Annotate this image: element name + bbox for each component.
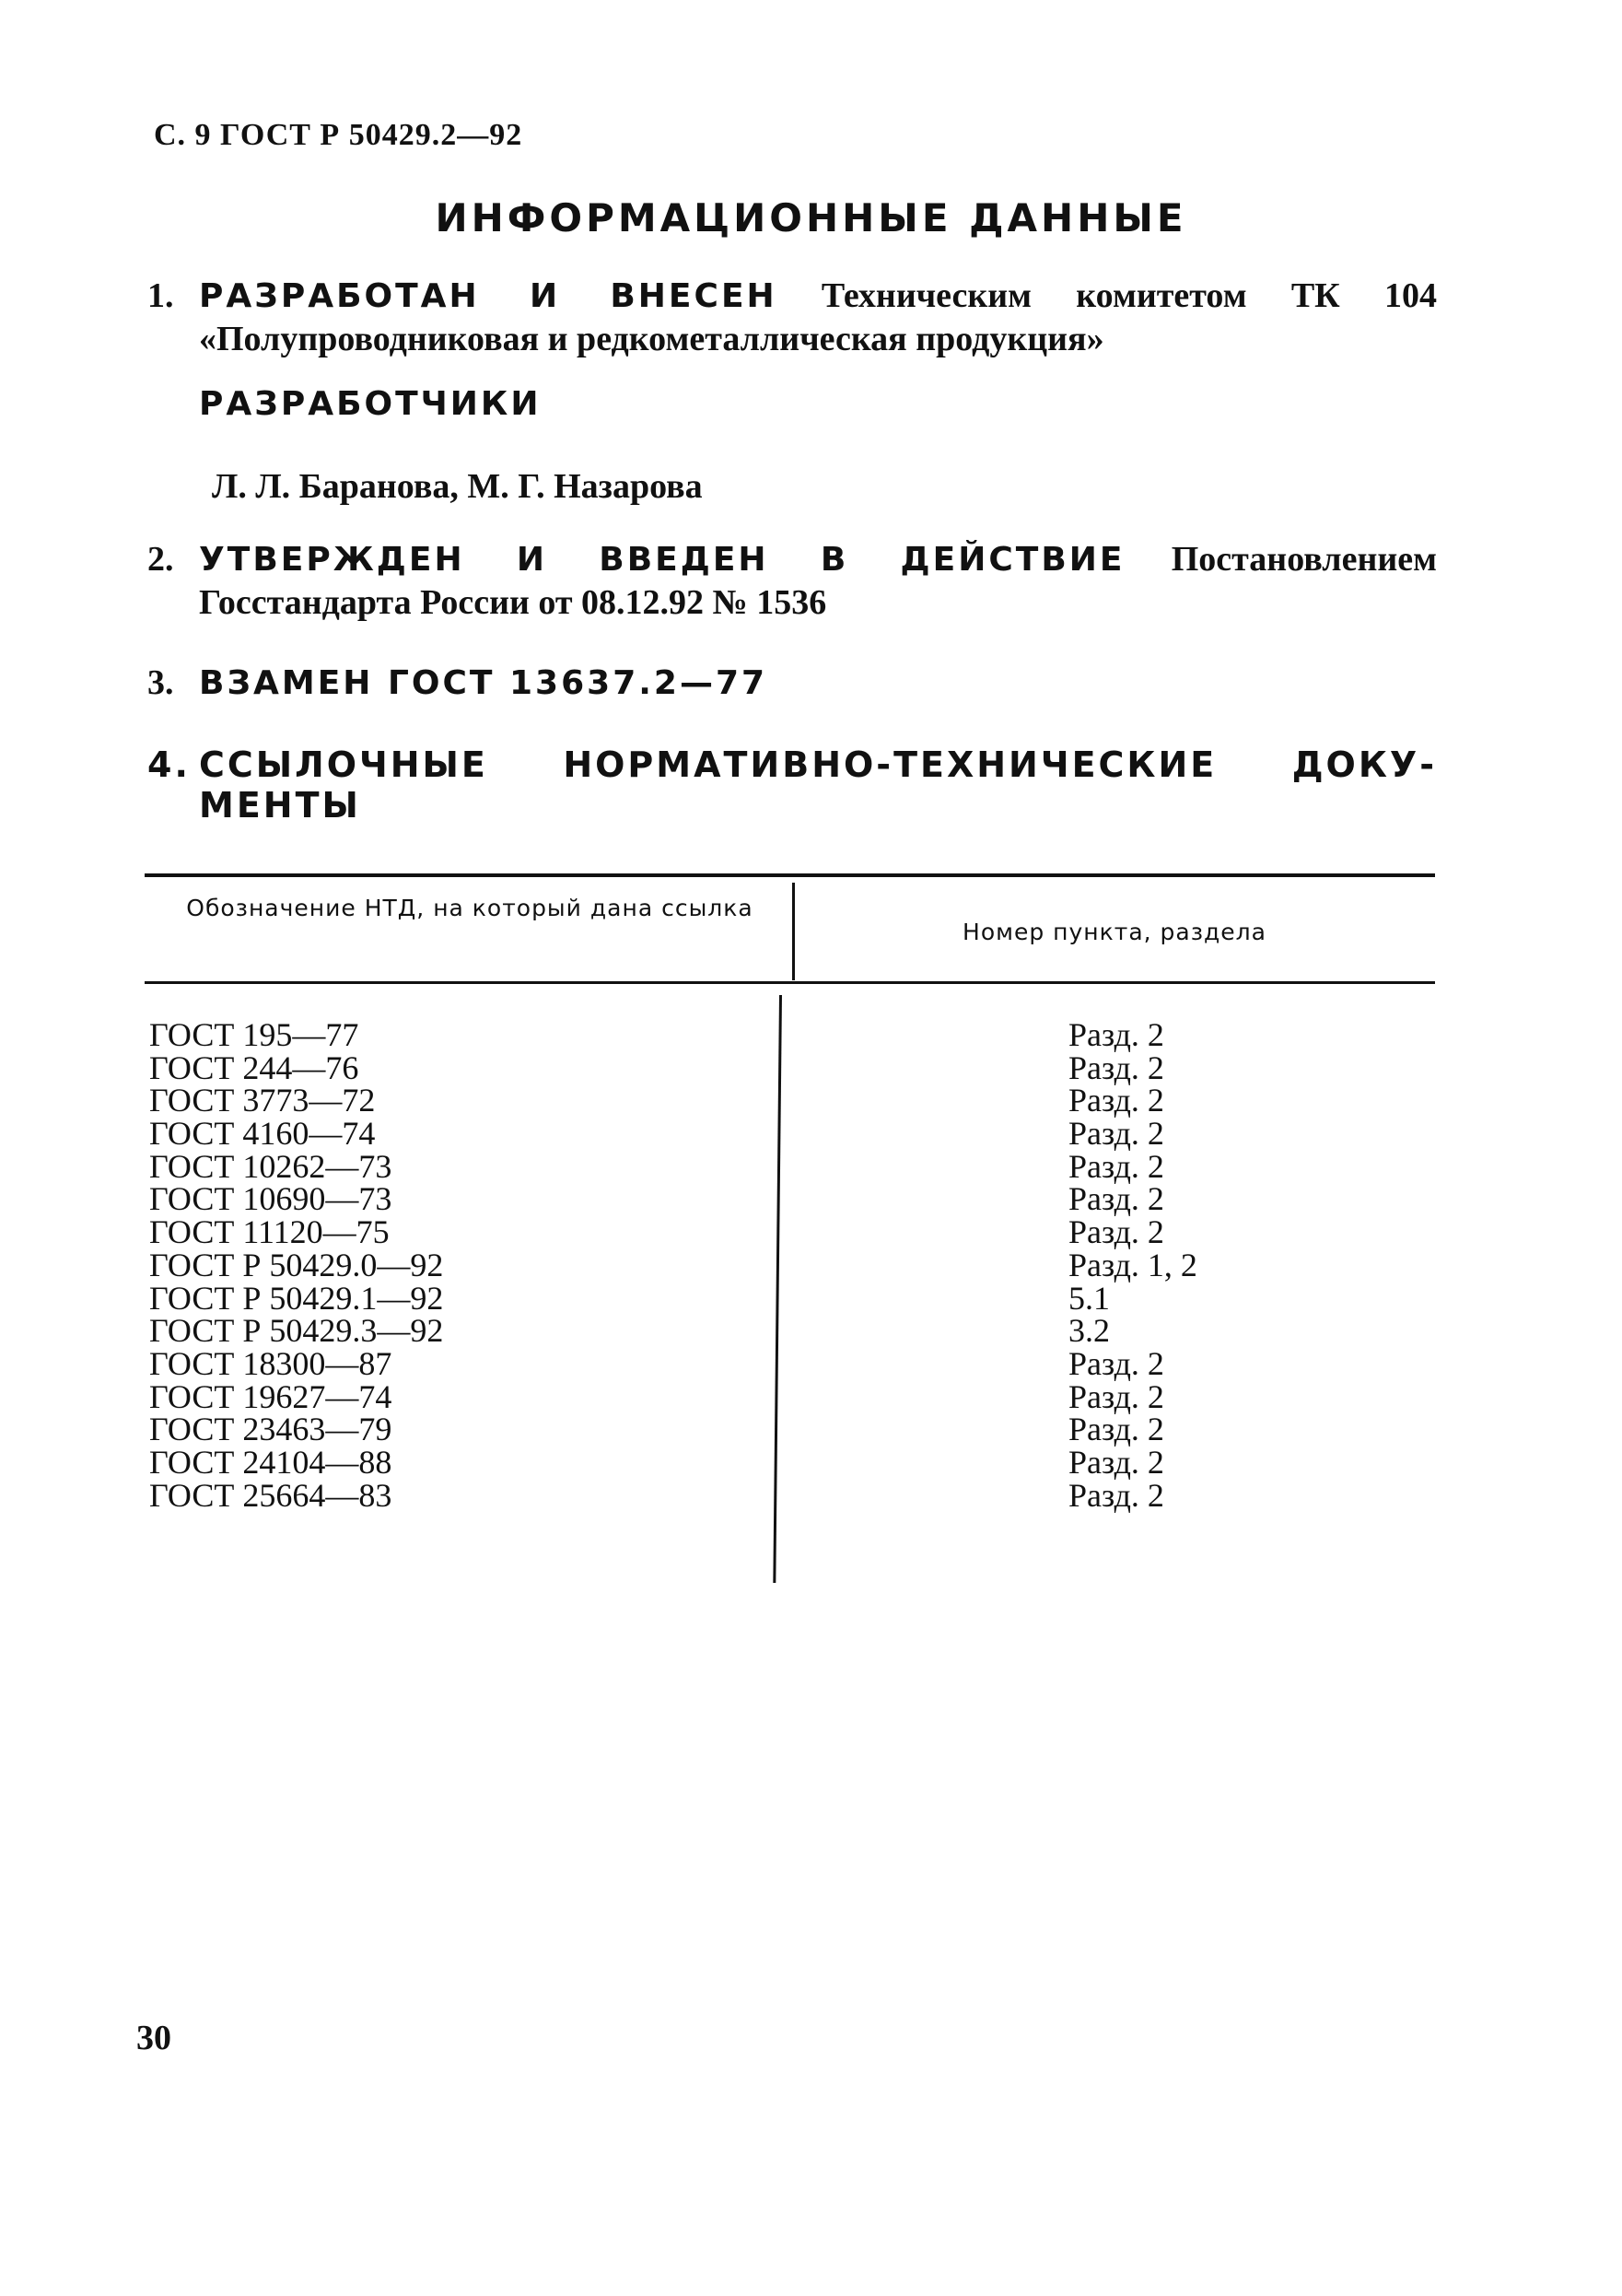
info-item-3: [147, 662, 1437, 705]
table-header-rule: [145, 981, 1435, 984]
info-item-1: [147, 275, 1437, 360]
table-cell-section: Разд. 2: [1068, 1344, 1164, 1382]
table-cell-document: ГОСТ 25664—83: [149, 1476, 392, 1514]
item-number: 4.: [147, 744, 191, 785]
heading-word: ССЫЛОЧНЫЕ: [199, 744, 488, 785]
page-number: 30: [136, 2019, 171, 2057]
table-cell-section: Разд. 2: [1068, 1377, 1164, 1415]
table-column-divider: [792, 883, 795, 980]
column-header-document: Обозначение НТД, на который дана ссылка: [186, 895, 753, 921]
table-cell-document: ГОСТ Р 50429.0—92: [149, 1246, 444, 1283]
developers-heading: РАЗРАБОТЧИКИ: [199, 385, 542, 423]
item-text: Постановлением Госстандарта России от 08.12.92 № 1536: [199, 540, 1437, 622]
column-header-section: Номер пункта, раздела: [963, 919, 1266, 945]
table-cell-document: ГОСТ Р 50429.1—92: [149, 1279, 444, 1317]
item-number: 3.: [147, 663, 174, 702]
info-item-2: [147, 538, 1437, 624]
table-cell-document: ГОСТ 19627—74: [149, 1377, 392, 1415]
table-cell-document: ГОСТ 24104—88: [149, 1443, 392, 1481]
table-cell-document: ГОСТ 244—76: [149, 1048, 359, 1086]
section-column: [1068, 1016, 1197, 1514]
table-top-rule: [145, 873, 1435, 877]
heading-word: МЕНТЫ: [199, 785, 361, 826]
table-cell-section: Разд. 2: [1068, 1213, 1164, 1251]
table-cell-document: ГОСТ Р 50429.3—92: [149, 1312, 444, 1350]
table-cell-section: 5.1: [1068, 1279, 1110, 1317]
table-cell-section: Разд. 2: [1068, 1443, 1164, 1481]
table-cell-document: ГОСТ 23463—79: [149, 1411, 392, 1448]
heading-word: ДОКУ-: [1291, 744, 1437, 785]
document-column: [149, 1016, 444, 1514]
table-cell-document: ГОСТ 10262—73: [149, 1147, 392, 1185]
developers-names: Л. Л. Баранова, М. Г. Назарова: [212, 467, 703, 506]
table-cell-document: ГОСТ 3773—72: [149, 1082, 376, 1119]
table-cell-document: ГОСТ 11120—75: [149, 1213, 390, 1251]
table-cell-section: Разд. 2: [1068, 1082, 1164, 1119]
item-caps: РАЗРАБОТАН И ВНЕСЕН: [199, 277, 777, 315]
heading-word: НОРМАТИВНО-ТЕХНИЧЕСКИЕ: [563, 744, 1218, 785]
table-cell-section: Разд. 1, 2: [1068, 1246, 1197, 1283]
table-cell-section: Разд. 2: [1068, 1016, 1164, 1053]
table-cell-section: Разд. 2: [1068, 1115, 1164, 1153]
table-cell-section: Разд. 2: [1068, 1180, 1164, 1218]
item-text: Техническим комитетом ТК 104 «Полупроводниковая и редкометаллическая продукция»: [199, 276, 1437, 358]
table-column-divider: [773, 995, 782, 1583]
table-cell-document: ГОСТ 18300—87: [149, 1344, 392, 1382]
item-caps: ВЗАМЕН ГОСТ 13637.2—77: [199, 664, 768, 702]
table-cell-section: Разд. 2: [1068, 1147, 1164, 1185]
running-head: С. 9 ГОСТ Р 50429.2—92: [154, 118, 523, 152]
table-cell-section: Разд. 2: [1068, 1476, 1164, 1514]
page-title: ИНФОРМАЦИОННЫЕ ДАННЫЕ: [435, 195, 1187, 240]
item-caps: УТВЕРЖДЕН И ВВЕДЕН В ДЕЙСТВИЕ: [199, 541, 1126, 579]
table-cell-section: Разд. 2: [1068, 1048, 1164, 1086]
table-cell-section: Разд. 2: [1068, 1411, 1164, 1448]
item-number: 2.: [147, 540, 174, 579]
table-cell-document: ГОСТ 4160—74: [149, 1115, 376, 1153]
table-cell-document: ГОСТ 195—77: [149, 1016, 359, 1053]
item-number: 1.: [147, 276, 174, 315]
table-cell-section: 3.2: [1068, 1312, 1110, 1350]
table-cell-document: ГОСТ 10690—73: [149, 1180, 392, 1218]
